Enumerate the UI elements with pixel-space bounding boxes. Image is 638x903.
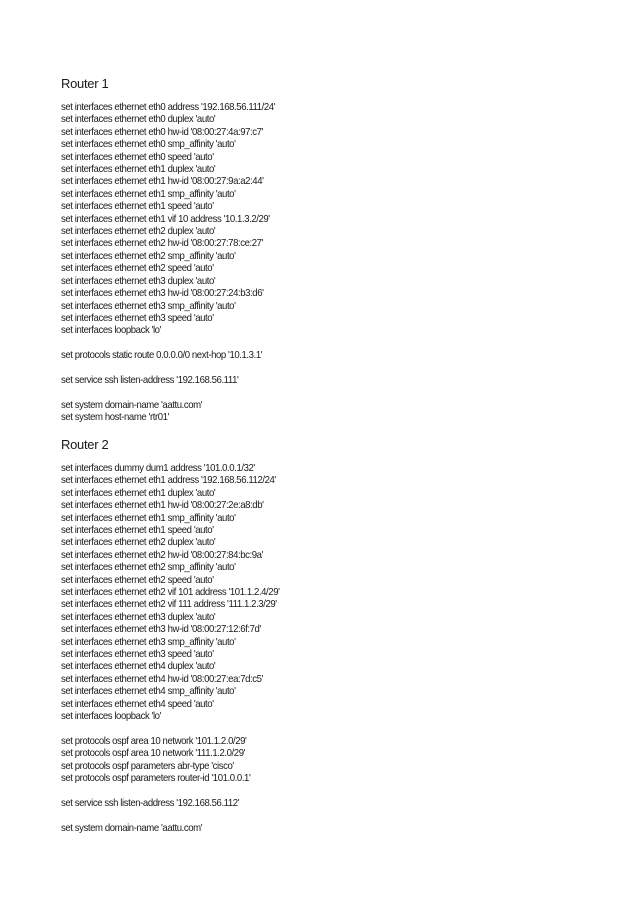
config-line: set interfaces ethernet eth1 address '192.168.56.112/24' (61, 475, 276, 487)
config-line: set interfaces dummy dum1 address '101.0.0.1/32' (61, 462, 255, 474)
config-line: set interfaces ethernet eth2 smp_affinity 'auto' (61, 250, 236, 262)
config-block (61, 350, 621, 362)
config-line: set interfaces ethernet eth3 speed 'auto' (61, 312, 214, 324)
config-line: set interfaces ethernet eth2 smp_affinity 'auto' (61, 562, 236, 574)
config-line: set system host-name 'rtr01' (61, 412, 169, 424)
config-line: set interfaces ethernet eth3 smp_affinity 'auto' (61, 636, 236, 648)
config-line: set interfaces ethernet eth2 hw-id '08:00:27:78:ce:27' (61, 238, 263, 250)
config-line: set system domain-name 'aattu.com' (61, 822, 203, 834)
config-line: set interfaces ethernet eth4 duplex 'auto' (61, 661, 216, 673)
config-line: set interfaces ethernet eth1 duplex 'auto' (61, 487, 216, 499)
config-line: set interfaces ethernet eth1 hw-id '08:00:27:2e:a8:db' (61, 500, 264, 512)
config-line: set interfaces ethernet eth2 hw-id '08:00:27:84:bc:9a' (61, 549, 263, 561)
config-block (61, 375, 621, 387)
config-block (61, 400, 621, 425)
config-line: set service ssh listen-address '192.168.56.112' (61, 797, 240, 809)
config-line: set interfaces ethernet eth3 hw-id '08:00:27:24:b3:d6' (61, 288, 264, 300)
config-line: set interfaces ethernet eth2 duplex 'auto' (61, 537, 216, 549)
config-line: set interfaces ethernet eth1 hw-id '08:00:27:9a:a2:44' (61, 176, 264, 188)
router1-heading: Router 1 (61, 76, 109, 91)
config-line: set protocols ospf parameters abr-type 'cisco' (61, 760, 234, 772)
config-line: set interfaces ethernet eth1 smp_affinity 'auto' (61, 188, 236, 200)
config-line: set interfaces ethernet eth3 smp_affinity 'auto' (61, 300, 236, 312)
config-line: set interfaces ethernet eth3 hw-id '08:00:27:12:6f:7d' (61, 624, 261, 636)
config-line: set interfaces ethernet eth1 vif 10 address '10.1.3.2/29' (61, 213, 270, 225)
router2-config (61, 463, 621, 835)
document-page (61, 76, 621, 847)
config-block (61, 798, 621, 810)
config-line: set interfaces ethernet eth3 duplex 'auto' (61, 611, 216, 623)
config-block (61, 463, 621, 724)
config-line: set interfaces ethernet eth1 duplex 'auto' (61, 164, 216, 176)
config-line: set interfaces ethernet eth0 smp_affinity 'auto' (61, 139, 236, 151)
config-line: set interfaces ethernet eth4 hw-id '08:00:27:ea:7d:c5' (61, 673, 263, 685)
router1-section (61, 76, 621, 425)
config-line: set system domain-name 'aattu.com' (61, 399, 203, 411)
config-line: set interfaces ethernet eth3 duplex 'auto' (61, 275, 216, 287)
config-line: set interfaces ethernet eth4 speed 'auto' (61, 698, 214, 710)
config-block (61, 823, 621, 835)
config-line: set interfaces ethernet eth4 smp_affinity 'auto' (61, 686, 236, 698)
config-line: set interfaces ethernet eth0 duplex 'auto' (61, 114, 216, 126)
config-line: set protocols static route 0.0.0.0/0 next-hop '10.1.3.1' (61, 350, 263, 362)
config-line: set interfaces ethernet eth0 address '192.168.56.111/24' (61, 102, 276, 113)
config-line: set interfaces ethernet eth0 speed 'auto' (61, 151, 214, 163)
config-line: set service ssh listen-address '192.168.56.111' (61, 374, 239, 386)
router2-heading: Router 2 (61, 436, 109, 452)
config-line: set interfaces ethernet eth1 speed 'auto' (61, 524, 214, 536)
router2-section (61, 437, 621, 835)
config-line: set interfaces ethernet eth2 vif 111 address '111.1.2.3/29' (61, 599, 277, 611)
config-line: set interfaces loopback 'lo' (61, 711, 162, 723)
config-block (61, 102, 621, 338)
config-line: set interfaces ethernet eth2 speed 'auto' (61, 574, 214, 586)
config-line: set interfaces ethernet eth3 speed 'auto' (61, 649, 214, 660)
config-line: set protocols ospf parameters router-id '101.0.0.1' (61, 773, 251, 785)
config-line: set interfaces ethernet eth0 hw-id '08:00:27:4a:97:c7' (61, 126, 263, 138)
config-line: set interfaces ethernet eth2 vif 101 address '101.1.2.4/29' (61, 586, 280, 598)
config-line: set interfaces ethernet eth1 speed 'auto' (61, 201, 214, 213)
config-line: set interfaces ethernet eth1 smp_affinity 'auto' (61, 512, 236, 524)
config-line: set interfaces ethernet eth2 duplex 'auto' (61, 226, 216, 238)
config-line: set protocols ospf area 10 network '101.1.2.0/29' (61, 735, 247, 747)
config-line: set protocols ospf area 10 network '111.1.2.0/29' (61, 748, 246, 760)
config-block (61, 736, 621, 786)
router1-config (61, 102, 621, 425)
config-line: set interfaces ethernet eth2 speed 'auto' (61, 263, 214, 275)
config-line: set interfaces loopback 'lo' (61, 325, 162, 337)
